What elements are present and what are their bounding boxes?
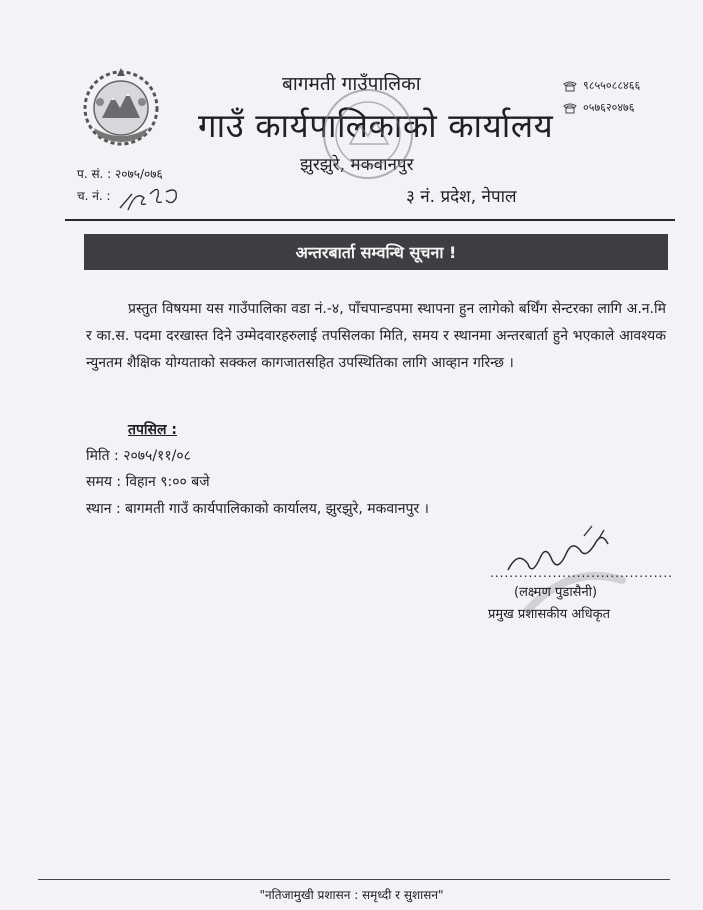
footer-divider xyxy=(38,879,670,880)
province-line: ३ नं. प्रदेश, नेपाल xyxy=(406,187,517,207)
notice-title-banner xyxy=(84,234,668,270)
phone-2-number: ०५७६२०४७६ xyxy=(583,101,635,114)
header-divider xyxy=(65,219,675,221)
phone-1-number: ९८५५०८८४६६ xyxy=(583,79,641,92)
tapsil-heading: तपसिल : xyxy=(128,422,177,438)
interview-date: मिति : २०७५/११/०८ xyxy=(86,448,191,464)
interview-time: समय : विहान ९:०० बजे xyxy=(86,474,210,490)
phone-2 xyxy=(563,100,634,115)
footer-motto: "नतिजामुखी प्रशासन : समृध्दी र सुशासन" xyxy=(259,888,444,902)
telephone-icon xyxy=(563,80,577,92)
signatory-name: (लक्ष्मण पुडासैनी) xyxy=(514,585,598,600)
notice-body: प्रस्तुत विषयमा यस गाउँपालिका वडा नं.-४, पाँचपान्डपमा स्थापना हुन लागेको बर्थिंग सेन्टरका लागि अ.न.मि र का.स. पदमा दरखास्त दिने उम्मेदवारहरुलाई तपसिलका मिति, समय र स्थानमा अन्तरबार्ता हुने भएकाले आवश्यक न्युनतम शैक्षिक योग्यताको सक्कल कागजातसहित उपस्थितिका लागि आव्हान गरिन्छ । xyxy=(86,301,666,371)
telephone-icon xyxy=(563,102,577,114)
municipality-name: बागमती गाउँपालिका xyxy=(282,73,421,95)
notice-title: अन्तरबार्ता सम्वन्धि सूचना ! xyxy=(295,243,457,262)
office-seal-icon xyxy=(320,86,416,182)
signatory-title: प्रमुख प्रशासकीय अधिकृत xyxy=(488,607,611,622)
office-address: झुरझुरे, मकवानपुर xyxy=(300,155,414,175)
patra-sankhya: प. सं. : २०७५/०७६ xyxy=(77,167,163,181)
office-name: गाउँ कार्यपालिकाको कार्यालय xyxy=(198,106,554,145)
phone-1 xyxy=(563,78,640,93)
chalani-label: च. नं. : xyxy=(77,189,111,203)
handwritten-chalani-number-icon xyxy=(116,180,186,214)
nepal-emblem-icon xyxy=(80,66,162,148)
interview-place: स्थान : बागमती गाउँ कार्यपालिकाको कार्यालय, झुरझुरे, मकवानपुर । xyxy=(86,501,429,517)
signature-line: ...................................... xyxy=(490,566,673,580)
